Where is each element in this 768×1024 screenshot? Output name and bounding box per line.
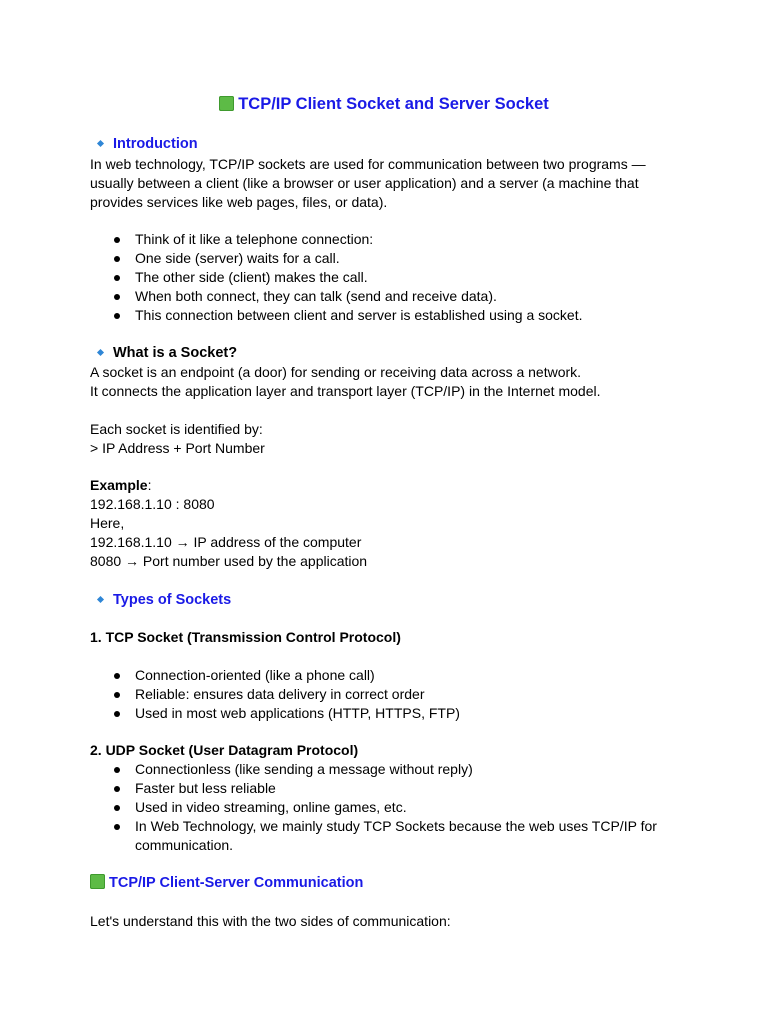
heading-text: Introduction <box>113 136 198 152</box>
bullet-icon <box>114 805 120 811</box>
example-line: Here, <box>90 515 125 531</box>
list-item <box>90 760 657 779</box>
bullet-icon <box>114 313 120 319</box>
list-item <box>90 798 657 817</box>
list-item-text: Used in most web applications (HTTP, HTTPS, FTP) <box>135 705 460 721</box>
tcp-socket-heading: 1. TCP Socket (Transmission Control Protocol) <box>90 629 401 645</box>
blue-diamond-icon <box>97 596 104 603</box>
socket-identification <box>90 420 265 458</box>
section-heading-introduction <box>90 134 198 154</box>
bullet-icon <box>114 786 120 792</box>
section-heading-types-of-sockets <box>90 590 231 610</box>
paragraph-line: Each socket is identified by: <box>90 421 263 437</box>
example-colon: : <box>147 477 152 493</box>
example-label-line <box>90 476 367 495</box>
example-line: 8080 → Port number used by the application <box>90 553 368 569</box>
socket-definition <box>90 363 600 401</box>
example-label: Example <box>90 477 148 493</box>
green-square-icon <box>219 96 234 111</box>
intro-paragraph <box>90 155 646 212</box>
list-item <box>90 306 582 325</box>
list-item <box>90 249 582 268</box>
example-line: 192.168.1.10 → IP address of the computer <box>90 534 362 550</box>
list-item <box>90 287 582 306</box>
bullet-icon <box>114 275 120 281</box>
intro-bullet-list <box>90 230 582 325</box>
list-item <box>90 779 657 798</box>
list-item-text: Connection-oriented (like a phone call) <box>135 667 375 683</box>
list-item <box>90 817 657 855</box>
list-item <box>90 685 460 704</box>
list-item-text: One side (server) waits for a call. <box>135 250 340 266</box>
list-item-text: Connectionless (like sending a message without reply) <box>135 761 473 777</box>
bullet-icon <box>114 294 120 300</box>
list-item <box>90 268 582 287</box>
bullet-icon <box>114 256 120 262</box>
green-square-icon <box>90 874 105 889</box>
bullet-icon <box>114 692 120 698</box>
paragraph-line: provides services like web pages, files, or data). <box>90 194 388 210</box>
list-item <box>90 704 460 723</box>
list-item-text-continued: communication. <box>135 837 234 853</box>
list-item <box>90 230 582 249</box>
list-item-text: The other side (client) makes the call. <box>135 269 368 285</box>
page-title-text: TCP/IP Client Socket and Server Socket <box>238 95 549 113</box>
heading-text: Types of Sockets <box>113 592 232 608</box>
list-item-text: This connection between client and server is established using a socket. <box>135 307 583 323</box>
paragraph-line: A socket is an endpoint (a door) for sending or receiving data across a network. <box>90 364 582 380</box>
list-item-text: When both connect, they can talk (send and receive data). <box>135 288 497 304</box>
list-item-text: In Web Technology, we mainly study TCP Sockets because the web uses TCP/IP for <box>135 818 657 834</box>
bullet-icon <box>114 767 120 773</box>
list-item-text: Faster but less reliable <box>135 780 276 796</box>
paragraph-line: > IP Address + Port Number <box>90 440 265 456</box>
bullet-icon <box>114 237 120 243</box>
bullet-icon <box>114 824 120 830</box>
list-item-text: Reliable: ensures data delivery in correct order <box>135 686 425 702</box>
section-heading-client-server-communication <box>90 873 363 893</box>
heading-text: What is a Socket? <box>113 345 238 361</box>
paragraph-line: usually between a client (like a browser or user application) and a server (a machine that <box>90 175 639 191</box>
bullet-icon <box>114 673 120 679</box>
example-line: 192.168.1.10 : 8080 <box>90 496 215 512</box>
heading-text: TCP/IP Client-Server Communication <box>109 875 364 891</box>
paragraph-line: In web technology, TCP/IP sockets are used for communication between two programs — <box>90 156 646 172</box>
udp-bullet-list <box>90 760 657 855</box>
list-item-text: Think of it like a telephone connection: <box>135 231 374 247</box>
udp-socket-heading: 2. UDP Socket (User Datagram Protocol) <box>90 742 359 758</box>
bullet-icon <box>114 711 120 717</box>
section-heading-what-is-a-socket <box>90 343 237 363</box>
list-item-text: Used in video streaming, online games, etc. <box>135 799 407 815</box>
page-title <box>0 93 768 115</box>
tcp-bullet-list <box>90 666 460 723</box>
paragraph-line: It connects the application layer and transport layer (TCP/IP) in the Internet model. <box>90 383 601 399</box>
blue-diamond-icon <box>97 349 104 356</box>
list-item <box>90 666 460 685</box>
blue-diamond-icon <box>97 140 104 147</box>
socket-example <box>90 476 367 571</box>
communication-intro-line: Let's understand this with the two sides of communication: <box>90 913 451 929</box>
